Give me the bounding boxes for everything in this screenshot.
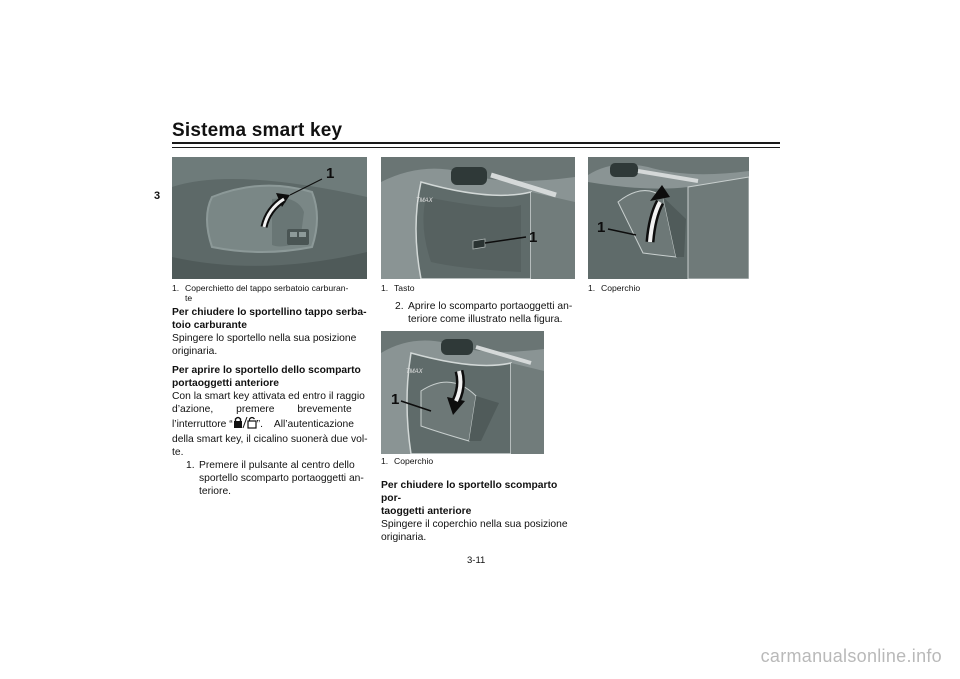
fig3-caption [381,456,433,466]
para2-line1: Con la smart key attivata ed entro il raggio [172,391,365,402]
para2-line5: te. [172,447,184,458]
close-fuel-lid-text [172,332,368,358]
fig3-callout: 1 [391,391,400,408]
heading1-line1: Per chiudere lo sportellino tappo serba- [172,307,367,318]
step1-line3: teriore. [199,486,232,497]
step1-number: 1. [186,460,195,471]
fig2-caption-text: Tasto [394,283,415,293]
para3-line1: Spingere il coperchio nella sua posizione [381,519,568,530]
page-title: Sistema smart key [172,120,343,141]
para2-line4: della smart key, il cicalino suonerà due vol- [172,434,368,445]
fig1-caption [172,283,372,303]
svg-text:TMAX: TMAX [406,369,423,375]
fig3-caption-text: Coperchio [394,456,434,466]
fig1-caption-number: 1. [172,283,180,293]
left-column [172,306,368,498]
fig4-caption-text: Coperchio [601,283,641,293]
fig1-caption-line2: te [185,293,193,303]
step2-line2: teriore come illustrato nella figura. [408,314,563,325]
close-compartment-heading [381,479,575,518]
compartment-button-photo [381,157,575,279]
heading2-line2: portaoggetti anteriore [172,378,279,389]
step1 [172,459,368,498]
page-number: 3-11 [467,555,486,566]
title-rule [172,142,780,144]
step1-line2: sportello scomparto portaoggetti an- [199,473,364,484]
fig1-caption-line1: Coperchietto del tappo serbatoio carburan- [185,283,349,293]
para2-line3a: l’interruttore “ [172,419,233,430]
compartment-open-photo [381,331,544,454]
fig4-callout: 1 [597,219,606,236]
open-compartment-text [172,390,368,459]
fig2-caption-number: 1. [381,283,389,293]
heading3-line1: Per chiudere lo sportello scomparto por- [381,480,558,504]
para2-line2: d’azione, premere brevemente [172,404,352,415]
compartment-close-photo [588,157,749,279]
fig2-callout: 1 [529,229,538,246]
heading3-line2: taoggetti anteriore [381,506,472,517]
step2-line1: Aprire lo scomparto portaoggetti an- [408,301,573,312]
chapter-number: 3 [154,190,161,202]
close-fuel-lid-heading [172,306,368,332]
heading1-line2: toio carburante [172,320,247,331]
fig4-caption [588,283,640,293]
fig3-caption-number: 1. [381,456,389,466]
watermark: carmanualsonline.info [760,646,942,666]
close-compartment-text [381,518,575,544]
open-compartment-heading [172,364,368,390]
step1-line1: Premere il pulsante al centro dello [199,460,355,471]
step2-number: 2. [395,301,404,312]
fuel-lid-photo [172,157,367,279]
title-rule-thin [172,147,780,148]
fig4-caption-number: 1. [588,283,596,293]
para3-line2: originaria. [381,532,427,543]
fig2-caption [381,283,415,293]
fig1-callout: 1 [326,165,335,182]
para2-line3b: ”. All’autenticazione [256,419,354,430]
lock-unlock-icon [233,416,257,433]
svg-text:TMAX: TMAX [416,198,433,204]
middle-column-close [381,479,575,544]
step2 [381,300,575,326]
heading2-line1: Per aprire lo sportello dello scomparto [172,365,361,376]
para1-line1: Spingere lo sportello nella sua posizione [172,333,357,344]
para1-line2: originaria. [172,346,218,357]
